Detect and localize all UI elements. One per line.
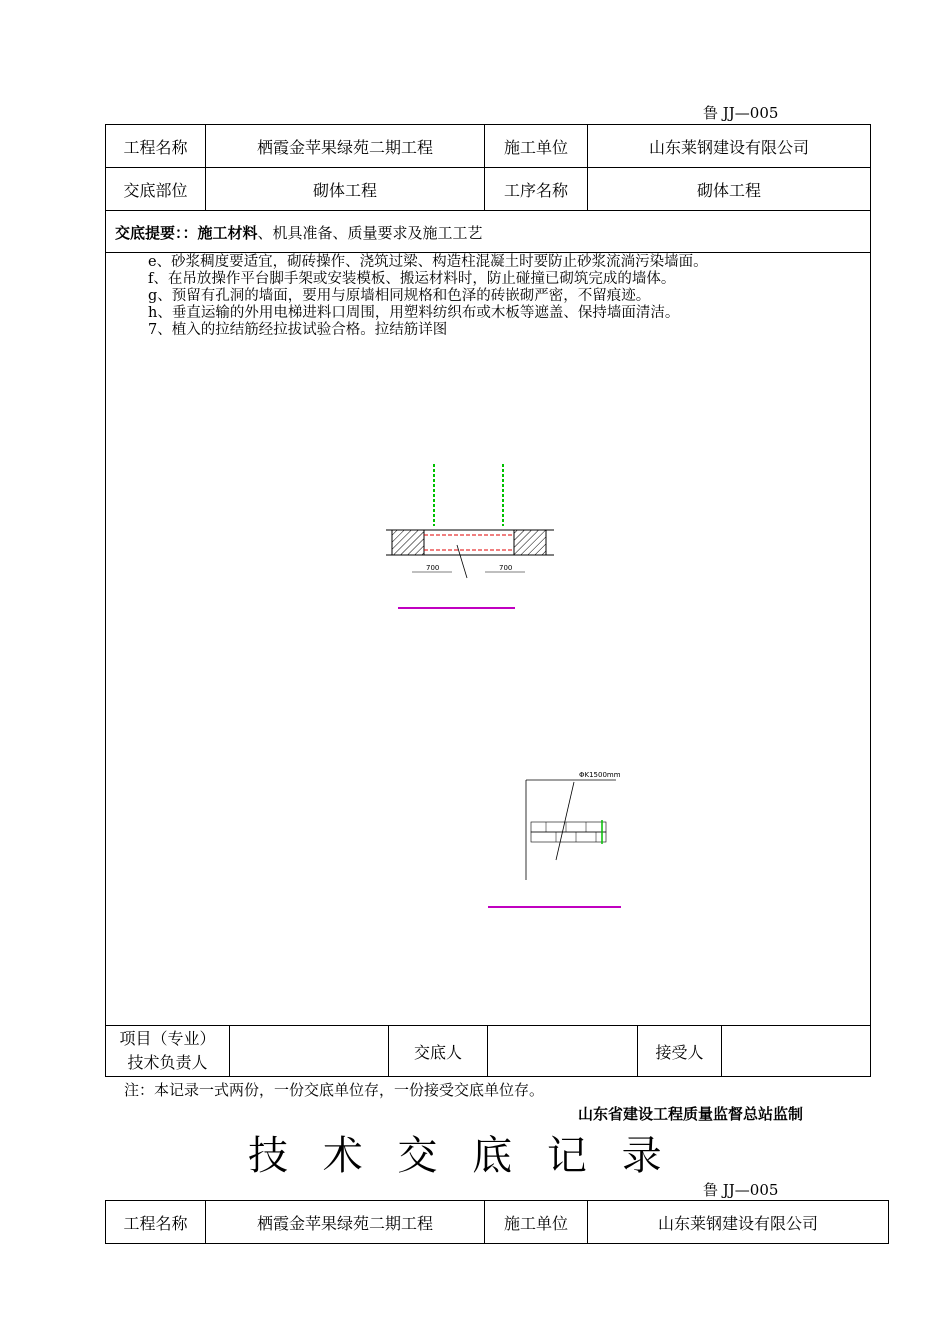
tie-bar-detail-drawing [486, 760, 626, 912]
summary-row [105, 210, 871, 253]
note: 注：本记录一式两份，一份交底单位存，一份接受交底单位存。 [124, 1081, 545, 1099]
content-line: h、垂直运输的外用电梯进料口周围，用塑料纺织布或木板等遮盖、保持墙面清洁。 [148, 305, 680, 321]
process-label: 工序名称 [485, 168, 588, 211]
dim-right: 700 [499, 564, 513, 572]
content-text [148, 254, 708, 339]
big-title: 技 术 交 底 记 录 [248, 1133, 662, 1179]
summary-rest: 、机具准备、质量要求及施工工艺 [257, 224, 483, 242]
dim-left: 700 [426, 564, 440, 572]
header-table [105, 124, 871, 211]
discloser-label: 交底人 [389, 1026, 488, 1077]
summary-label: 交底提要：： [115, 224, 198, 242]
signature-table [105, 1025, 871, 1077]
project-name-label: 工程名称 [106, 125, 206, 168]
contractor-value-2: 山东莱钢建设有限公司 [588, 1201, 889, 1244]
supervisor: 山东省建设工程质量监督总站监制 [578, 1105, 804, 1123]
form-code-2: 鲁 JJ—005 [703, 1181, 779, 1199]
tech-lead-label: 项目（专业） 技术负责人 [106, 1026, 230, 1077]
dia-label: ΦK1500mm [579, 771, 621, 779]
header-table-2 [105, 1200, 889, 1244]
project-name-value-2: 栖霞金苹果绿苑二期工程 [206, 1201, 485, 1244]
project-name-label-2: 工程名称 [106, 1201, 206, 1244]
tech-lead-signature[interactable] [230, 1026, 389, 1077]
contractor-value: 山东莱钢建设有限公司 [588, 125, 871, 168]
content-line: g、预留有孔洞的墙面，要用与原墙相同规格和色泽的砖嵌砌严密，不留痕迹。 [148, 288, 651, 304]
form-code: 鲁 JJ—005 [703, 104, 779, 122]
process-value: 砌体工程 [588, 168, 871, 211]
summary-bold: 施工材料 [197, 224, 258, 242]
content-line: 7、植入的拉结筋经拉拔试验合格。拉结筋详图 [148, 322, 448, 338]
location-label: 交底部位 [106, 168, 206, 211]
project-name-value: 栖霞金苹果绿苑二期工程 [206, 125, 485, 168]
contractor-label-2: 施工单位 [485, 1201, 588, 1244]
receiver-label: 接受人 [638, 1026, 722, 1077]
content-line: e、砂浆稠度要适宜，砌砖操作、浇筑过梁、构造柱混凝土时要防止砂浆流淌污染墙面。 [148, 254, 708, 270]
contractor-label: 施工单位 [485, 125, 588, 168]
tie-bar-section-drawing [382, 460, 562, 615]
content-line: f、在吊放操作平台脚手架或安装模板、搬运材料时，防止碰撞已砌筑完成的墙体。 [148, 271, 676, 287]
location-value: 砌体工程 [206, 168, 485, 211]
receiver-signature[interactable] [722, 1026, 871, 1077]
discloser-signature[interactable] [488, 1026, 638, 1077]
